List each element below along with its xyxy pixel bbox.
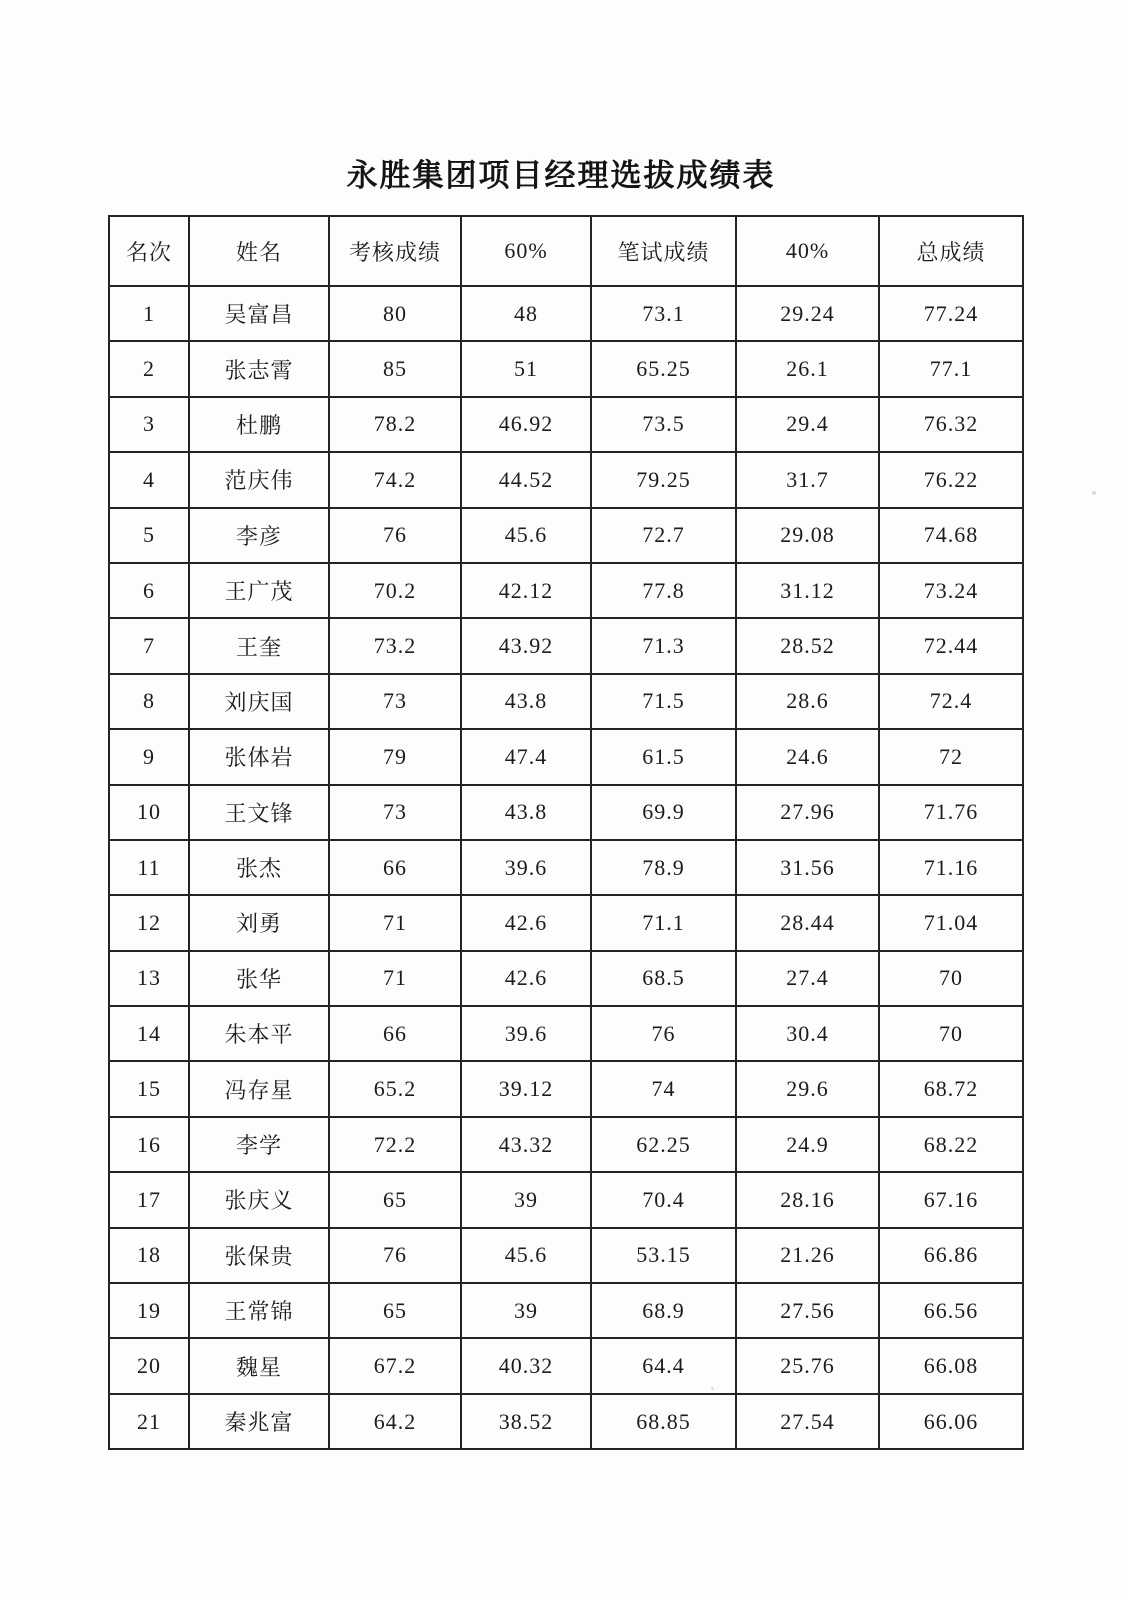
column-header-total: 总成绩	[879, 216, 1023, 286]
table-cell: 25.76	[736, 1338, 879, 1393]
table-cell: 李彦	[189, 508, 329, 563]
table-cell: 张志霄	[189, 341, 329, 396]
table-cell: 62.25	[591, 1117, 736, 1172]
table-cell: 72	[879, 729, 1023, 784]
table-cell: 71.76	[879, 785, 1023, 840]
table-cell: 73	[329, 785, 461, 840]
table-cell: 王奎	[189, 618, 329, 673]
table-cell: 65.2	[329, 1061, 461, 1116]
table-row	[109, 1006, 1023, 1061]
column-header-written: 笔试成绩	[591, 216, 736, 286]
table-cell: 魏星	[189, 1338, 329, 1393]
table-cell: 31.7	[736, 452, 879, 507]
table-cell: 53.15	[591, 1228, 736, 1283]
table-cell: 43.8	[461, 674, 591, 729]
table-row	[109, 785, 1023, 840]
header-row	[109, 216, 1023, 286]
table-cell: 27.96	[736, 785, 879, 840]
table-cell: 85	[329, 341, 461, 396]
table-cell: 70	[879, 951, 1023, 1006]
table-cell: 王广茂	[189, 563, 329, 618]
table-cell: 73	[329, 674, 461, 729]
table-cell: 70.2	[329, 563, 461, 618]
table-cell: 39	[461, 1283, 591, 1338]
table-cell: 66.08	[879, 1338, 1023, 1393]
table-cell: 46.92	[461, 397, 591, 452]
table-cell: 66	[329, 1006, 461, 1061]
table-row	[109, 452, 1023, 507]
table-cell: 79.25	[591, 452, 736, 507]
table-cell: 吴富昌	[189, 286, 329, 341]
table-cell: 65	[329, 1172, 461, 1227]
table-cell: 5	[109, 508, 189, 563]
table-cell: 45.6	[461, 508, 591, 563]
table-cell: 12	[109, 895, 189, 950]
table-cell: 71.04	[879, 895, 1023, 950]
table-cell: 21.26	[736, 1228, 879, 1283]
table-cell: 10	[109, 785, 189, 840]
table-cell: 8	[109, 674, 189, 729]
table-cell: 71.5	[591, 674, 736, 729]
table-cell: 42.12	[461, 563, 591, 618]
table-cell: 71.16	[879, 840, 1023, 895]
table-cell: 73.2	[329, 618, 461, 673]
table-cell: 72.4	[879, 674, 1023, 729]
table-cell: 39	[461, 1172, 591, 1227]
table-cell: 李学	[189, 1117, 329, 1172]
table-cell: 张华	[189, 951, 329, 1006]
table-cell: 76	[329, 1228, 461, 1283]
table-cell: 67.16	[879, 1172, 1023, 1227]
table-cell: 72.2	[329, 1117, 461, 1172]
column-header-assessment: 考核成绩	[329, 216, 461, 286]
table-cell: 38.52	[461, 1394, 591, 1449]
table-cell: 67.2	[329, 1338, 461, 1393]
table-cell: 9	[109, 729, 189, 784]
table-cell: 2	[109, 341, 189, 396]
table-cell: 69.9	[591, 785, 736, 840]
table-cell: 张杰	[189, 840, 329, 895]
table-cell: 28.52	[736, 618, 879, 673]
table-cell: 68.85	[591, 1394, 736, 1449]
table-cell: 66.86	[879, 1228, 1023, 1283]
table-cell: 29.4	[736, 397, 879, 452]
column-header-60pct: 60%	[461, 216, 591, 286]
table-row	[109, 286, 1023, 341]
table-cell: 27.54	[736, 1394, 879, 1449]
table-cell: 27.4	[736, 951, 879, 1006]
table-cell: 76	[329, 508, 461, 563]
table-cell: 68.22	[879, 1117, 1023, 1172]
table-row	[109, 1172, 1023, 1227]
table-row	[109, 1394, 1023, 1449]
table-row	[109, 563, 1023, 618]
table-cell: 26.1	[736, 341, 879, 396]
table-cell: 7	[109, 618, 189, 673]
scan-speck	[711, 1387, 714, 1390]
table-row	[109, 1117, 1023, 1172]
table-cell: 42.6	[461, 895, 591, 950]
table-cell: 77.8	[591, 563, 736, 618]
table-row	[109, 1338, 1023, 1393]
table-cell: 11	[109, 840, 189, 895]
table-cell: 朱本平	[189, 1006, 329, 1061]
table-cell: 28.44	[736, 895, 879, 950]
table-cell: 66.56	[879, 1283, 1023, 1338]
table-cell: 78.2	[329, 397, 461, 452]
table-cell: 65.25	[591, 341, 736, 396]
table-cell: 29.6	[736, 1061, 879, 1116]
table-cell: 71	[329, 951, 461, 1006]
table-cell: 范庆伟	[189, 452, 329, 507]
table-cell: 29.24	[736, 286, 879, 341]
table-cell: 张保贵	[189, 1228, 329, 1283]
table-cell: 40.32	[461, 1338, 591, 1393]
table-cell: 42.6	[461, 951, 591, 1006]
table-cell: 73.24	[879, 563, 1023, 618]
scan-speck	[1092, 491, 1096, 495]
table-cell: 78.9	[591, 840, 736, 895]
table-cell: 66	[329, 840, 461, 895]
table-cell: 21	[109, 1394, 189, 1449]
table-cell: 杜鹏	[189, 397, 329, 452]
table-row	[109, 729, 1023, 784]
table-cell: 74.2	[329, 452, 461, 507]
table-cell: 24.9	[736, 1117, 879, 1172]
table-cell: 4	[109, 452, 189, 507]
table-cell: 68.5	[591, 951, 736, 1006]
table-cell: 19	[109, 1283, 189, 1338]
table-cell: 28.6	[736, 674, 879, 729]
table-cell: 73.5	[591, 397, 736, 452]
page-title: 永胜集团项目经理选拔成绩表	[346, 158, 776, 193]
table-cell: 73.1	[591, 286, 736, 341]
table-cell: 79	[329, 729, 461, 784]
table-body	[109, 286, 1023, 1449]
table-row	[109, 951, 1023, 1006]
table-cell: 74	[591, 1061, 736, 1116]
table-cell: 王文锋	[189, 785, 329, 840]
table-row	[109, 341, 1023, 396]
table-cell: 71	[329, 895, 461, 950]
table-cell: 20	[109, 1338, 189, 1393]
table-cell: 39.12	[461, 1061, 591, 1116]
table-cell: 64.2	[329, 1394, 461, 1449]
table-cell: 80	[329, 286, 461, 341]
table-cell: 13	[109, 951, 189, 1006]
table-cell: 61.5	[591, 729, 736, 784]
table-cell: 31.56	[736, 840, 879, 895]
column-header-40pct: 40%	[736, 216, 879, 286]
table-row	[109, 1228, 1023, 1283]
table-cell: 28.16	[736, 1172, 879, 1227]
table-cell: 43.32	[461, 1117, 591, 1172]
score-table	[108, 215, 1024, 1450]
table-cell: 70.4	[591, 1172, 736, 1227]
table-cell: 29.08	[736, 508, 879, 563]
table-cell: 77.24	[879, 286, 1023, 341]
table-cell: 68.9	[591, 1283, 736, 1338]
table-cell: 68.72	[879, 1061, 1023, 1116]
table-cell: 王常锦	[189, 1283, 329, 1338]
table-cell: 51	[461, 341, 591, 396]
table-cell: 72.44	[879, 618, 1023, 673]
table-cell: 24.6	[736, 729, 879, 784]
table-cell: 71.3	[591, 618, 736, 673]
table-cell: 39.6	[461, 840, 591, 895]
table-cell: 刘勇	[189, 895, 329, 950]
table-cell: 冯存星	[189, 1061, 329, 1116]
table-cell: 74.68	[879, 508, 1023, 563]
table-cell: 18	[109, 1228, 189, 1283]
table-cell: 16	[109, 1117, 189, 1172]
table-row	[109, 840, 1023, 895]
table-cell: 张体岩	[189, 729, 329, 784]
table-row	[109, 1061, 1023, 1116]
table-cell: 刘庆国	[189, 674, 329, 729]
table-cell: 43.92	[461, 618, 591, 673]
table-cell: 44.52	[461, 452, 591, 507]
table-row	[109, 508, 1023, 563]
table-cell: 71.1	[591, 895, 736, 950]
table-cell: 1	[109, 286, 189, 341]
table-cell: 14	[109, 1006, 189, 1061]
table-row	[109, 397, 1023, 452]
table-cell: 39.6	[461, 1006, 591, 1061]
table-cell: 秦兆富	[189, 1394, 329, 1449]
table-cell: 48	[461, 286, 591, 341]
table-row	[109, 618, 1023, 673]
table-cell: 3	[109, 397, 189, 452]
table-cell: 43.8	[461, 785, 591, 840]
table-cell: 64.4	[591, 1338, 736, 1393]
table-cell: 70	[879, 1006, 1023, 1061]
table-cell: 45.6	[461, 1228, 591, 1283]
table-cell: 77.1	[879, 341, 1023, 396]
table-cell: 15	[109, 1061, 189, 1116]
table-cell: 27.56	[736, 1283, 879, 1338]
column-header-rank: 名次	[109, 216, 189, 286]
table-cell: 张庆义	[189, 1172, 329, 1227]
table-cell: 76.22	[879, 452, 1023, 507]
table-cell: 65	[329, 1283, 461, 1338]
table-cell: 17	[109, 1172, 189, 1227]
table-cell: 66.06	[879, 1394, 1023, 1449]
table-row	[109, 674, 1023, 729]
table-cell: 76	[591, 1006, 736, 1061]
table-cell: 30.4	[736, 1006, 879, 1061]
table-cell: 72.7	[591, 508, 736, 563]
table-cell: 6	[109, 563, 189, 618]
table-row	[109, 895, 1023, 950]
table-cell: 76.32	[879, 397, 1023, 452]
column-header-name: 姓名	[189, 216, 329, 286]
table-cell: 47.4	[461, 729, 591, 784]
table-cell: 31.12	[736, 563, 879, 618]
table-row	[109, 1283, 1023, 1338]
